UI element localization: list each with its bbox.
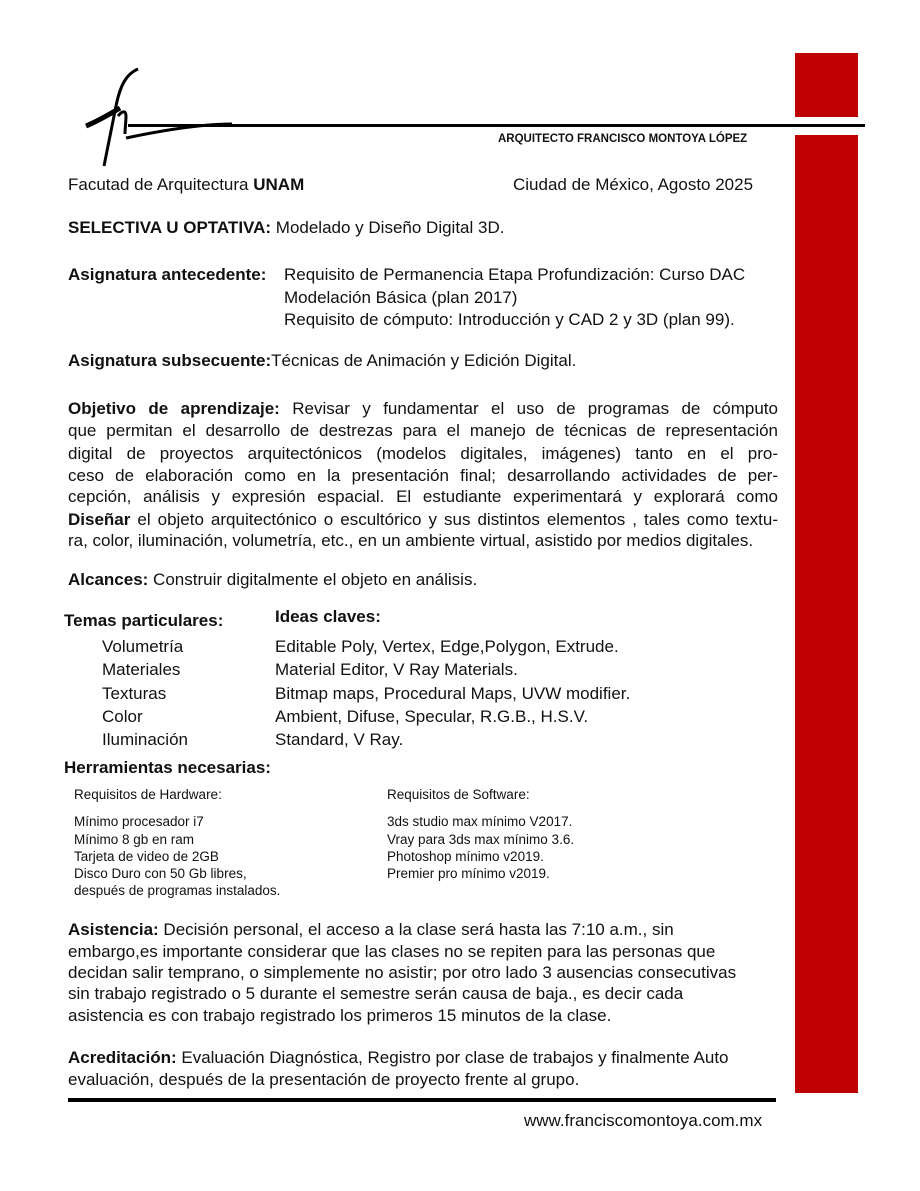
asistencia-text: Decisión personal, el acceso a la clase será hasta las 7:10 a.m., sin — [158, 920, 674, 939]
idea: Editable Poly, Vertex, Edge,Polygon, Extrude. — [275, 637, 619, 656]
selectiva-value: Modelado y Diseño Digital 3D. — [271, 218, 505, 237]
antecedente-label: Asignatura antecedente: — [68, 265, 267, 284]
idea: Material Editor, V Ray Materials. — [275, 660, 518, 679]
subsecuente — [68, 350, 576, 372]
alcances-label: Alcances: — [68, 570, 149, 589]
asistencia-line: asistencia es con trabajo registrado los primeros 15 minutos de la clase. — [68, 1006, 612, 1025]
subsecuente-label: Asignatura subsecuente: — [68, 351, 272, 370]
hardware-item: después de programas instalados. — [74, 883, 281, 898]
subsecuente-value: Técnicas de Animación y Edición Digital. — [271, 351, 577, 370]
objetivo-line: digital de proyectos arquitectónicos (modelos digitales, imágenes) tanto en el pro- — [68, 444, 778, 463]
antecedente-line: Requisito de cómputo: Introducción y CAD 2 y 3D (plan 99). — [284, 310, 735, 329]
temas-label: Temas particulares: — [64, 611, 224, 630]
objetivo-line: cepción, análisis y expresión espacial. El estudiante experimentará y explorará como — [68, 487, 778, 506]
objetivo-line: que permitan el desarrollo de destrezas para el manejo de técnicas de representación — [68, 421, 778, 440]
selectiva-label: SELECTIVA U OPTATIVA: — [68, 218, 272, 237]
faculty-unam: UNAM — [253, 175, 305, 194]
objetivo-bold-word: Diseñar — [68, 510, 131, 529]
header-rule-swoosh — [124, 112, 234, 142]
selectiva — [68, 217, 504, 239]
software-item: Photoshop mínimo v2019. — [387, 849, 544, 864]
header-rule — [128, 124, 865, 127]
software-item: Premier pro mínimo v2019. — [387, 866, 550, 881]
footer-rule — [68, 1098, 776, 1102]
red-bar-main — [795, 135, 858, 1093]
hardware-title: Requisitos de Hardware: — [74, 787, 222, 802]
architect-name: ARQUITECTO FRANCISCO MONTOYA LÓPEZ — [498, 133, 748, 145]
objetivo-line — [68, 398, 778, 420]
hardware-item: Disco Duro con 50 Gb libres, — [74, 866, 247, 881]
hardware-item: Mínimo 8 gb en ram — [74, 832, 195, 847]
faculty-text: Facutad de Arquitectura — [68, 175, 254, 194]
asistencia-line: decidan salir temprano, o simplemente no asistir; por otro lado 3 ausencias consecutivas — [68, 963, 737, 982]
tema: Texturas — [102, 684, 167, 703]
alcances — [68, 569, 477, 591]
red-bar-top — [795, 53, 858, 117]
footer-url[interactable]: www.franciscomontoya.com.mx — [524, 1111, 763, 1130]
objetivo-line: ra, color, iluminación, volumetría, etc., en un ambiente virtual, asistido por medios digitales. — [68, 531, 754, 550]
faculty — [68, 174, 304, 196]
software-item: 3ds studio max mínimo V2017. — [387, 814, 573, 829]
acreditacion-text: Evaluación Diagnóstica, Registro por clase de trabajos y finalmente Auto — [176, 1048, 729, 1067]
asistencia-line: sin trabajo registrado o 5 durante el semestre serán causa de baja., es decir cada — [68, 984, 684, 1003]
objetivo-line — [68, 509, 778, 531]
hardware-item: Mínimo procesador i7 — [74, 814, 204, 829]
objetivo-label: Objetivo de aprendizaje: — [68, 399, 280, 418]
objetivo-text: Revisar y fundamentar el uso de programas de cómputo — [279, 399, 778, 418]
acreditacion-label: Acreditación: — [68, 1048, 177, 1067]
software-title: Requisitos de Software: — [387, 787, 530, 802]
ideas-label: Ideas claves: — [275, 607, 381, 626]
place-date: Ciudad de México, Agosto 2025 — [513, 175, 754, 194]
asistencia-line — [68, 919, 674, 941]
idea: Bitmap maps, Procedural Maps, UVW modifier. — [275, 684, 631, 703]
asistencia-label: Asistencia: — [68, 920, 159, 939]
objetivo-line: ceso de elaboración como en la presentación final; desarrollando actividades de per- — [68, 466, 778, 485]
alcances-value: Construir digitalmente el objeto en análisis. — [148, 570, 478, 589]
hardware-item: Tarjeta de video de 2GB — [74, 849, 219, 864]
objetivo-text: el objeto arquitectónico o escultórico y sus distintos elementos , tales como textu- — [130, 510, 778, 529]
idea: Standard, V Ray. — [275, 730, 404, 749]
tema: Volumetría — [102, 637, 184, 656]
antecedente-line: Modelación Básica (plan 2017) — [284, 288, 518, 307]
acreditacion-line: evaluación, después de la presentación de proyecto frente al grupo. — [68, 1070, 580, 1089]
acreditacion-line — [68, 1047, 729, 1069]
antecedente-line: Requisito de Permanencia Etapa Profundización: Curso DAC — [284, 265, 746, 284]
herramientas-label: Herramientas necesarias: — [64, 758, 271, 777]
asistencia-line: embargo,es importante considerar que las clases no se repiten para las personas que — [68, 942, 716, 961]
tema: Iluminación — [102, 730, 188, 749]
idea: Ambient, Difuse, Specular, R.G.B., H.S.V. — [275, 707, 589, 726]
software-item: Vray para 3ds max mínimo 3.6. — [387, 832, 575, 847]
tema: Materiales — [102, 660, 181, 679]
tema: Color — [102, 707, 143, 726]
